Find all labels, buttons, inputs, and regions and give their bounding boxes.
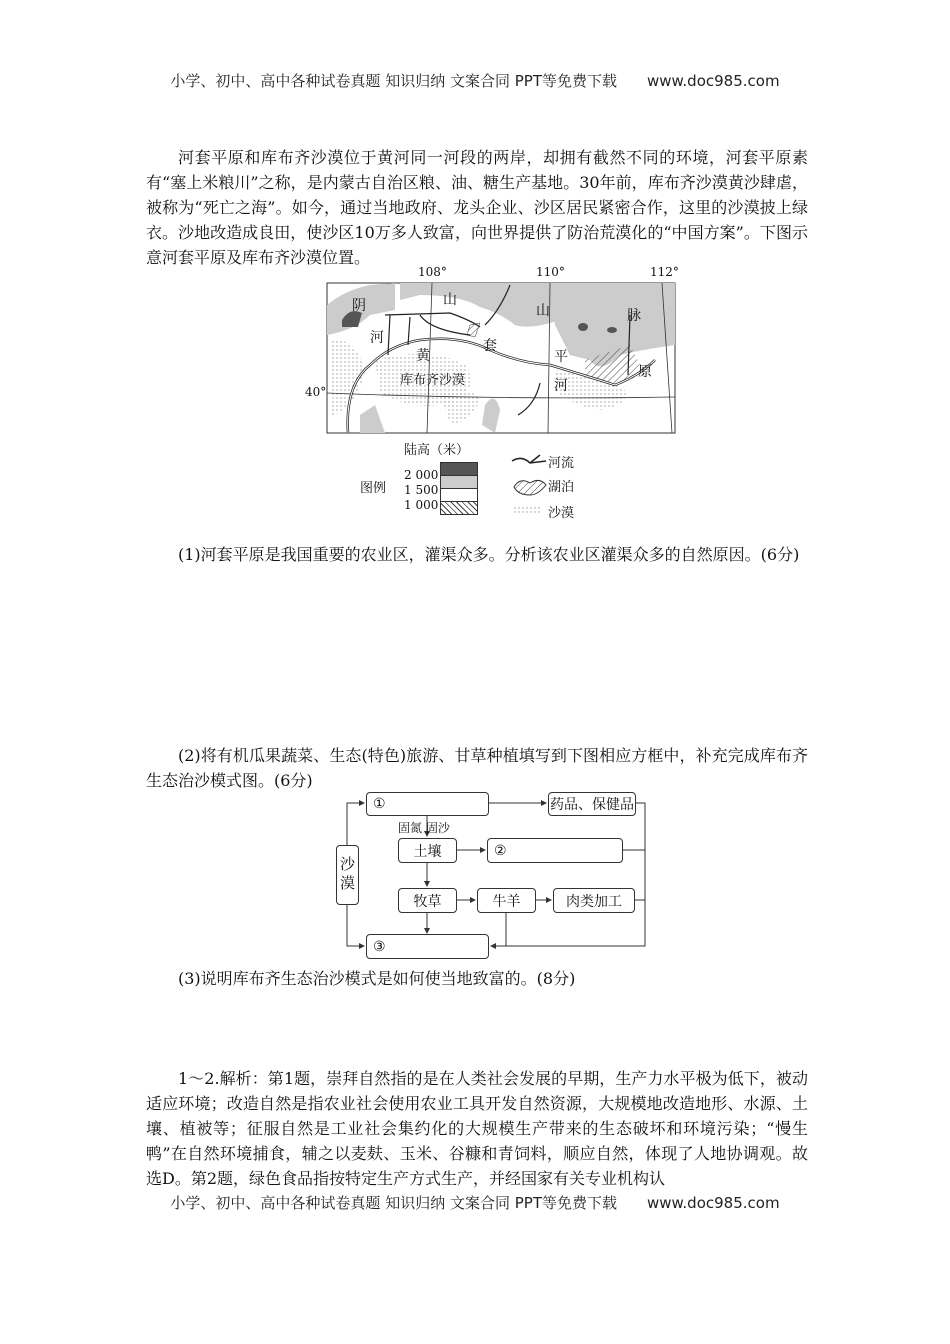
- question-2: (2)将有机瓜果蔬菜、生态(特色)旅游、甘草种植填写到下图相应方框中，补充完成库布齐生态治沙模式图。(6分): [146, 746, 808, 790]
- flow-grass-box: 牧草: [398, 888, 457, 913]
- lat-40-label: 40°: [305, 385, 327, 399]
- label-mai: 脉: [627, 308, 641, 324]
- label-ping: 平: [554, 349, 568, 365]
- question-3: (3)说明库布齐生态治沙模式是如何使当地致富的。(8分): [178, 969, 576, 988]
- legend-title: 图例: [360, 481, 387, 496]
- question-1: (1)河套平原是我国重要的农业区，灌渠众多。分析该农业区灌渠众多的自然原因。(6分): [178, 545, 800, 564]
- label-tao: 套: [483, 338, 497, 354]
- legend-lake: 湖泊: [548, 480, 575, 495]
- label-he-2: 河: [554, 378, 568, 394]
- flow-box-1: ①: [366, 792, 489, 816]
- flow-fix-label: 固氮 固沙: [398, 821, 450, 835]
- flow-box-2: ②: [487, 838, 623, 863]
- footer-text: 小学、初中、高中各种试卷真题 知识归纳 文案合同 PPT等免费下载: [170, 1194, 617, 1212]
- legend-elevation-title: 陆高（米）: [404, 443, 470, 458]
- lon-112-label: 112°: [650, 265, 679, 279]
- header-url: www.doc985.com: [646, 72, 780, 90]
- flow-soil-box: 土壤: [398, 838, 457, 863]
- legend-river: 河流: [548, 456, 575, 471]
- page-footer: [0, 1192, 950, 1213]
- analysis-paragraph: 1～2.解析：第1题，崇拜自然指的是在人类社会发展的早期，生产力水平极为低下，被动适应环境；改造自然是指农业社会使用农业工具开发自然资源，大规模地改造地形、水源、土壤、植被等；征服自然是工业社会集约化的大规模生产带来的生态破坏和环境污染；“慢生鸭”在自然环境捕食，辅之以麦麸、玉米、谷糠和青饲料，顺应自然，体现了人地协调观。故选D。第2题，绿色食品指按特定生产方式生产，并经国家有关专业机构认: [146, 1069, 808, 1188]
- label-yuan: 原: [638, 364, 652, 380]
- label-yin: 阴: [352, 298, 366, 314]
- flow-desert-box: 沙漠: [336, 845, 359, 905]
- label-kubuqi-desert: 库布齐沙漠: [400, 373, 466, 388]
- legend-desert: 沙漠: [548, 506, 575, 521]
- label-shan: 山: [443, 292, 457, 308]
- label-he: 河: [370, 330, 384, 346]
- footer-url: www.doc985.com: [646, 1194, 780, 1212]
- header-text: 小学、初中、高中各种试卷真题 知识归纳 文案合同 PPT等免费下载: [170, 72, 617, 90]
- flow-medicine-box: 药品、保健品: [548, 792, 636, 816]
- flow-box-3: ③: [366, 934, 489, 959]
- legend-1500: 1 500: [404, 483, 439, 497]
- flow-meat-box: 肉类加工: [553, 888, 635, 913]
- label-huang: 黄: [416, 348, 430, 364]
- legend-1000: 1 000: [404, 498, 439, 512]
- label-shan-2: 山: [536, 303, 550, 319]
- lon-108-label: 108°: [418, 265, 447, 279]
- intro-paragraph: 河套平原和库布齐沙漠位于黄河同一河段的两岸，却拥有截然不同的环境，河套平原素有“塞上米粮川”之称，是内蒙古自治区粮、油、糖生产基地。30年前，库布齐沙漠黄沙肆虐，被称为“死亡之海”。如今，通过当地政府、龙头企业、沙区居民紧密合作，这里的沙漠披上绿衣。沙地改造成良田，使沙区10万多人致富，向世界提供了防治荒漠化的“中国方案”。下图示意河套平原及库布齐沙漠位置。: [146, 148, 808, 267]
- flow-cattle-box: 牛羊: [477, 888, 536, 913]
- lon-110-label: 110°: [536, 265, 565, 279]
- legend-2000: 2 000: [404, 468, 439, 482]
